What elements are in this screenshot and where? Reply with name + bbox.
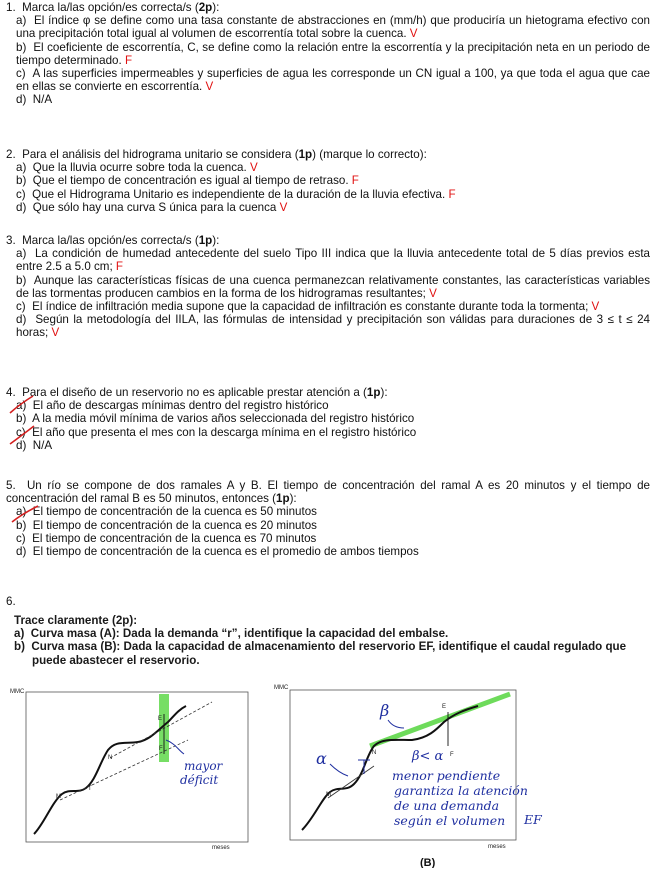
question-5-option-d: d) El tiempo de concentración de la cuenca es el promedio de ambos tiempos [16,545,419,559]
question-6-part-a: a) Curva masa (A): Dada la demanda “r”, identifique la capacidad del embalse. [14,627,449,641]
graph-a-note-1: mayor [184,759,223,773]
graph-b-ylabel: MMC [274,685,289,691]
question-1-header: 1. Marca la/las opción/es correcta/s (2p): [6,1,220,14]
graph-b-beta: β [380,701,390,720]
graph-b-label-f: F [450,752,454,758]
strike-q4-a [10,396,33,413]
graph-b-beta-lt-alpha: β< α [412,749,444,764]
question-3-option-b: b) Aunque las características físicas de una cuenca permanezcan relativamente constantes, las características variables de las tormentas producen cambios en la forma de los hidrogramas resultantes; V [16,273,650,300]
question-4-header: 4. Para el diseño de un reservorio no es aplicable prestar atención a (1p): [6,386,388,399]
question-5-header: 5. Un río se compone de dos ramales A y B. El tiempo de concentración del ramal A es 20 minutos y el tiempo de concentración del ramal B es 50 minutos, entonces (1p): [6,479,650,506]
question-6-number: 6. [6,595,16,608]
graph-a-demand-line-1 [60,740,188,800]
graph-b-label-m: M [326,792,331,798]
graph-a-mass-curve [34,706,186,834]
graph-b-alpha: α [316,749,327,768]
question-6-part-b: b) Curva masa (B): Dada la capacidad de almacenamiento del reservorio EF, identifique el caudal regulado que puede abastecer el reservorio. [14,640,627,667]
question-3-option-a: a) La condición de humedad antecedente del suelo Tipo III indica que la lluvia antecedente total de 5 días previos esta entre 2.5 a 5.0 cm; F [16,247,650,274]
question-4-option-d: d) N/A [16,438,53,452]
question-4-option-c: c) El año que presenta el mes con la descarga mínima en el registro histórico [16,425,417,439]
question-5-option-a: a) El tiempo de concentración de la cuenca es 50 minutos [16,505,317,519]
graph-b-note-line-4: según el volumen [394,813,506,828]
question-4-option-a: a) El año de descargas mínimas dentro del registro histórico [16,399,329,413]
question-5-option-b: b) El tiempo de concentración de la cuenca es 20 minutos [16,518,317,532]
graph-b-label-n: N [372,750,377,756]
graph-b-alpha-arrow [330,764,348,776]
question-1-option-c: c) A las superficies impermeables y superficies de agua les corresponde un CN igual a 100, ya que toda el agua que cae en ellas se convierte en escorrentía. V [16,67,650,94]
graph-a-label-e: E [158,716,163,722]
graph-b-xlabel: meses [488,844,506,850]
answer-mark: F [351,174,359,188]
graph-a-label-f: F [159,746,163,752]
question-2-option-c: c) Que el Hidrograma Unitario es independiente de la duración de la lluvia efectiva. F [16,187,456,201]
question-1-option-d: d) N/A [16,93,53,107]
question-6-title: Trace claramente (2p): [14,614,138,627]
graph-b-note-line-2: garantiza la atención [394,783,528,798]
strike-q5-a [12,506,38,522]
graph-a-label-t: T [88,786,92,792]
question-6 [14,614,644,667]
graph-a-ylabel: MMC [10,689,25,695]
answer-mark: V [205,80,214,94]
answer-mark: F [115,260,123,274]
graph-b-brace [358,760,370,774]
answer-mark: V [591,300,600,314]
answer-mark: F [124,53,133,67]
mass-curve-graph-b [272,680,652,868]
graph-b-note-line-1: menor pendiente [392,768,501,783]
graph-a-note-2: déficit [180,773,219,787]
graph-a-label-m: M [56,794,61,800]
question-3-option-d: d) Según la metodología del IILA, las fórmulas de intensidad y precipitación son válidas para duraciones de 3 ≤ t ≤ 24 horas; V [16,313,650,340]
question-1-option-a: a) El índice φ se define como una tasa constante de abstracciones en (mm/h) que produciría un hietograma efectivo con una precipitación total igual al volumen de escorrentía total sobre la cuenca. V [16,14,650,41]
answer-mark: V [51,326,60,340]
graph-a-xlabel: meses [212,845,230,851]
question-2-option-b: b) Que el tiempo de concentración es igual al tiempo de retraso. F [16,174,359,188]
question-1-option-b: b) El coeficiente de escorrentía, C, se define como la relación entre la escorrentía y la precipitación neta en un periodo de tiempo determinado. F [16,40,650,67]
mass-curve-graph-a [8,684,256,854]
question-2-option-a: a) Que la lluvia ocurre sobre toda la cuenca. V [16,161,258,175]
question-3-option-c: c) El índice de infiltración media supone que la capacidad de infiltración es constante durante toda la tormenta; V [16,300,600,314]
question-4-option-b: b) A la media móvil mínima de varios años seleccionada del registro histórico [16,412,415,426]
graph-b-label-e: E [442,704,447,710]
graph-b-demand-line [328,766,374,798]
strike-q4-c [10,426,34,444]
question-5-option-c: c) El tiempo de concentración de la cuenca es 70 minutos [16,531,317,545]
graph-a-label-n: N [108,755,113,761]
graph-b-beta-arrow [388,720,404,728]
question-2-header: 2. Para el análisis del hidrograma unitario se considera (1p) (marque lo correcto): [6,148,427,161]
question-3-header: 3. Marca la/las opción/es correcta/s (1p): [6,234,220,247]
graph-b-caption: (B) [420,857,436,868]
answer-mark: V [279,200,288,214]
graph-b-green-line [370,694,510,746]
graph-b-note-line-3: de una demanda [394,798,500,813]
answer-mark: V [429,286,437,300]
graph-b-note-ef: EF [524,812,542,827]
question-2-option-d: d) Que sólo hay una curva S única para la cuenca V [16,200,288,214]
answer-mark: V [409,27,418,41]
answer-mark: F [448,187,456,201]
answer-mark: V [249,161,258,175]
